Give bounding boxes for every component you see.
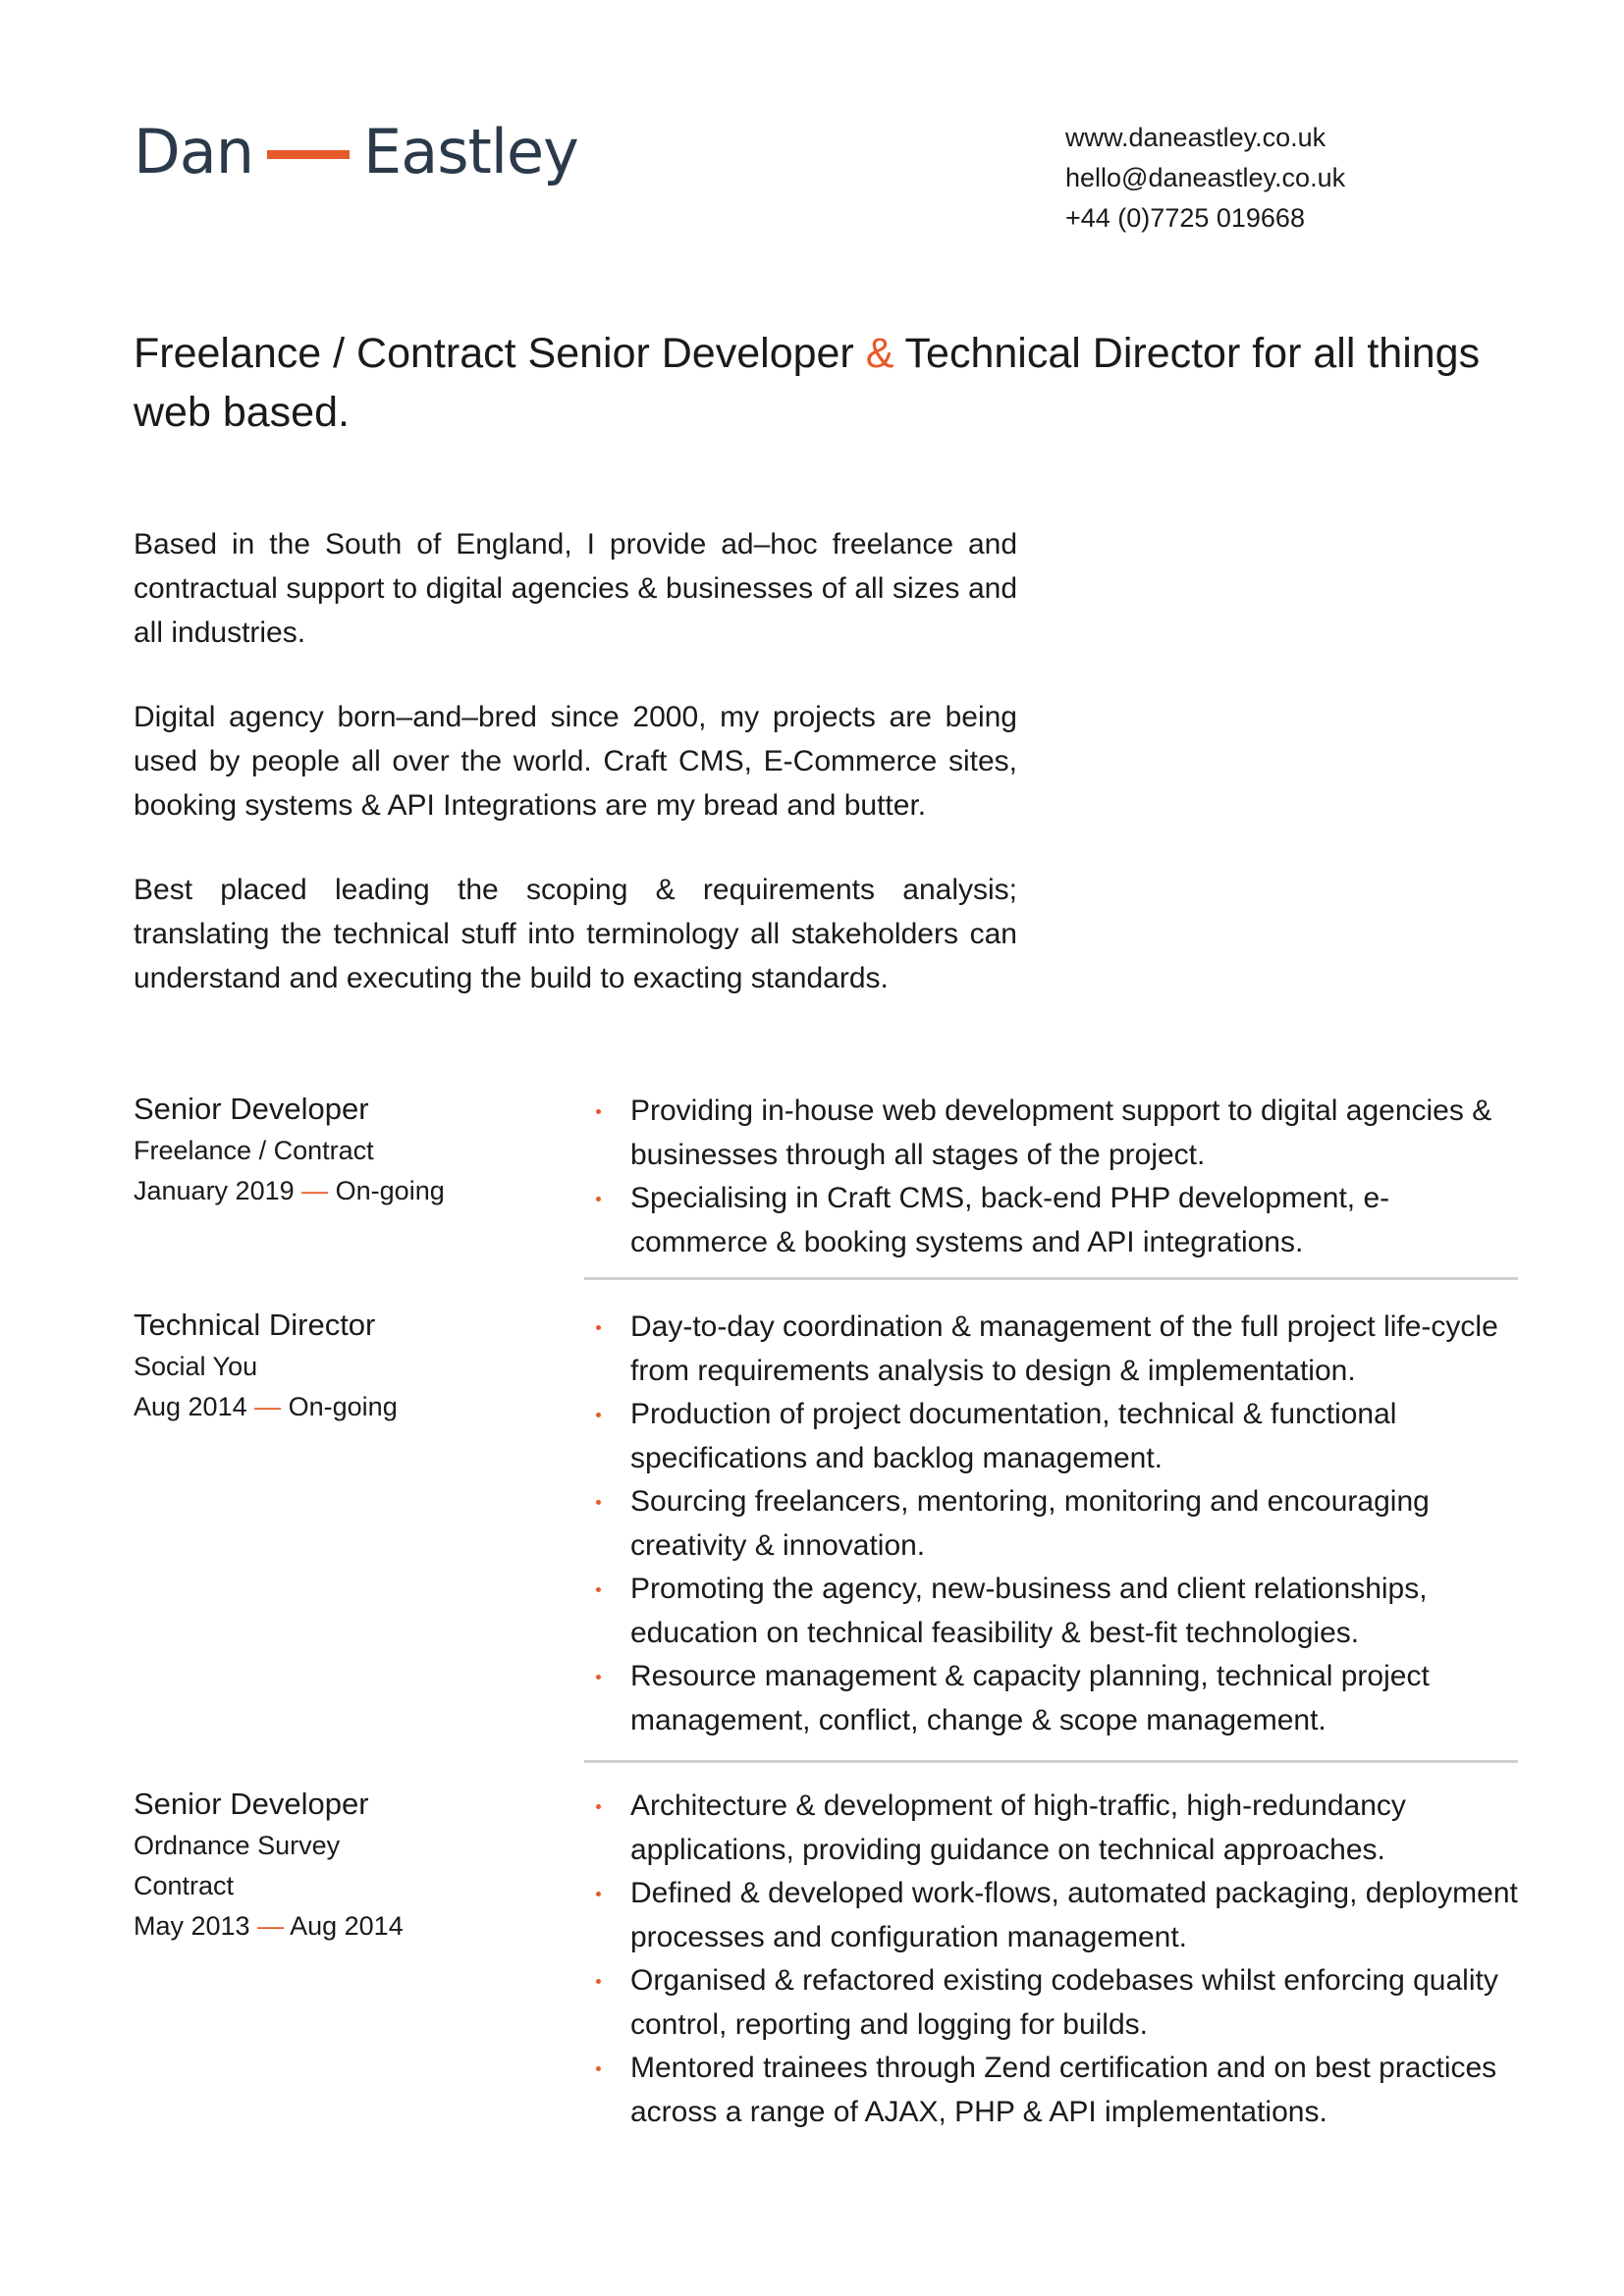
bullet-item [584, 1480, 1518, 1568]
divider [584, 1760, 1518, 1763]
bullet-text: Specialising in Craft CMS, back-end PHP development, e-commerce & booking systems and API integrations. [630, 1182, 1390, 1258]
job-bullets [584, 1785, 1518, 2134]
intro-paragraph: Digital agency born–and–bred since 2000, my projects are being used by people all over the world. Craft CMS, E-Commerce sites, booking systems & API Integrations are my bread and butter. [134, 701, 1017, 822]
date-separator: — [301, 1176, 329, 1205]
job-meta [134, 1090, 566, 1211]
job-title: Senior Developer [134, 1787, 369, 1821]
job-end: Aug 2014 [290, 1911, 404, 1941]
tagline-part2: Technical Director for all things web based. [134, 330, 1481, 436]
bullet-item [584, 1177, 1518, 1264]
bullet-text: Resource management & capacity planning, technical project management, conflict, change & scope management. [630, 1660, 1430, 1736]
bullet-text: Day-to-day coordination & management of the full project life-cycle from requirements analysis to design & implementation. [630, 1310, 1498, 1387]
bullet-icon [596, 1804, 601, 1809]
tagline-part1: Freelance / Contract Senior Developer [134, 330, 866, 377]
job-title: Technical Director [134, 1308, 376, 1342]
bullet-icon [596, 1892, 601, 1896]
intro-paragraph: Best placed leading the scoping & requirements analysis; translating the technical stuff into terminology all stakeholders can understand and executing the build to exacting standards. [134, 874, 1017, 994]
job-entry [134, 1090, 1518, 1264]
job-start: Aug 2014 [134, 1392, 247, 1421]
bullet-icon [596, 1675, 601, 1680]
bullet-text: Mentored trainees through Zend certification and on best practices across a range of AJAX, PHP & API implementations. [630, 2052, 1497, 2128]
job-end: On-going [288, 1392, 398, 1421]
bullet-text: Sourcing freelancers, mentoring, monitoring and encouraging creativity & innovation. [630, 1485, 1430, 1562]
job-company: Ordnance Survey [134, 1831, 341, 1860]
date-separator: — [254, 1392, 282, 1421]
experience-list [134, 1090, 1518, 2134]
job-meta [134, 1306, 566, 1427]
divider [584, 1277, 1518, 1280]
tagline-ampersand: & [865, 330, 894, 377]
intro-paragraph: Based in the South of England, I provide ad–hoc freelance and contractual support to digital agencies & businesses of all sizes and all industries. [134, 528, 1017, 649]
bullet-icon [596, 1325, 601, 1330]
bullet-icon [596, 1500, 601, 1505]
bullet-item [584, 2047, 1518, 2134]
bullet-item [584, 1785, 1518, 1872]
job-entry [134, 1785, 1518, 2134]
job-bullets [584, 1090, 1518, 1264]
job-title: Senior Developer [134, 1092, 369, 1126]
phone-number: +44 (0)7725 019668 [1065, 203, 1305, 233]
job-start: May 2013 [134, 1911, 250, 1941]
job-dates [134, 1906, 566, 1947]
bullet-icon [596, 1109, 601, 1114]
intro [134, 522, 1017, 1041]
bullet-text: Providing in-house web development support to digital agencies & businesses through all stages of the project. [630, 1095, 1492, 1171]
job-meta [134, 1785, 566, 1947]
bullet-text: Defined & developed work-flows, automated packaging, deployment processes and configuration management. [630, 1877, 1518, 1953]
logo-last-name: Eastley [363, 116, 578, 187]
email-link[interactable]: hello@daneastley.co.uk [1065, 163, 1346, 192]
bullet-item [584, 1568, 1518, 1655]
bullet-item [584, 1393, 1518, 1480]
bullet-item [584, 1306, 1518, 1393]
job-company: Freelance / Contract [134, 1136, 374, 1165]
job-end: On-going [335, 1176, 445, 1205]
date-separator: — [257, 1911, 285, 1941]
job-entry [134, 1306, 1518, 1742]
job-company: Social You [134, 1352, 258, 1381]
contact-details [1065, 118, 1345, 239]
bullet-icon [596, 1197, 601, 1201]
job-start: January 2019 [134, 1176, 295, 1205]
website-link[interactable]: www.daneastley.co.uk [1065, 123, 1326, 152]
logo-dash [267, 150, 350, 159]
bullet-text: Production of project documentation, technical & functional specifications and backlog management. [630, 1398, 1397, 1474]
job-dates [134, 1171, 566, 1211]
bullet-text: Promoting the agency, new-business and client relationships, education on technical feasibility & best-fit technologies. [630, 1573, 1428, 1649]
logo-first-name: Dan [134, 116, 254, 187]
bullet-text: Architecture & development of high-traffic, high-redundancy applications, providing guidance on technical approaches. [630, 1789, 1406, 1866]
logo [134, 116, 578, 187]
bullet-icon [596, 2066, 601, 2071]
bullet-item [584, 1959, 1518, 2047]
bullet-icon [596, 1413, 601, 1417]
bullet-item [584, 1872, 1518, 1959]
job-dates [134, 1387, 566, 1427]
job-contract-type: Contract [134, 1871, 235, 1900]
tagline [134, 324, 1489, 442]
bullet-item [584, 1090, 1518, 1177]
bullet-icon [596, 1979, 601, 1984]
bullet-icon [596, 1587, 601, 1592]
job-bullets [584, 1306, 1518, 1742]
bullet-text: Organised & refactored existing codebases whilst enforcing quality control, reporting and logging for builds. [630, 1964, 1498, 2041]
bullet-item [584, 1655, 1518, 1742]
